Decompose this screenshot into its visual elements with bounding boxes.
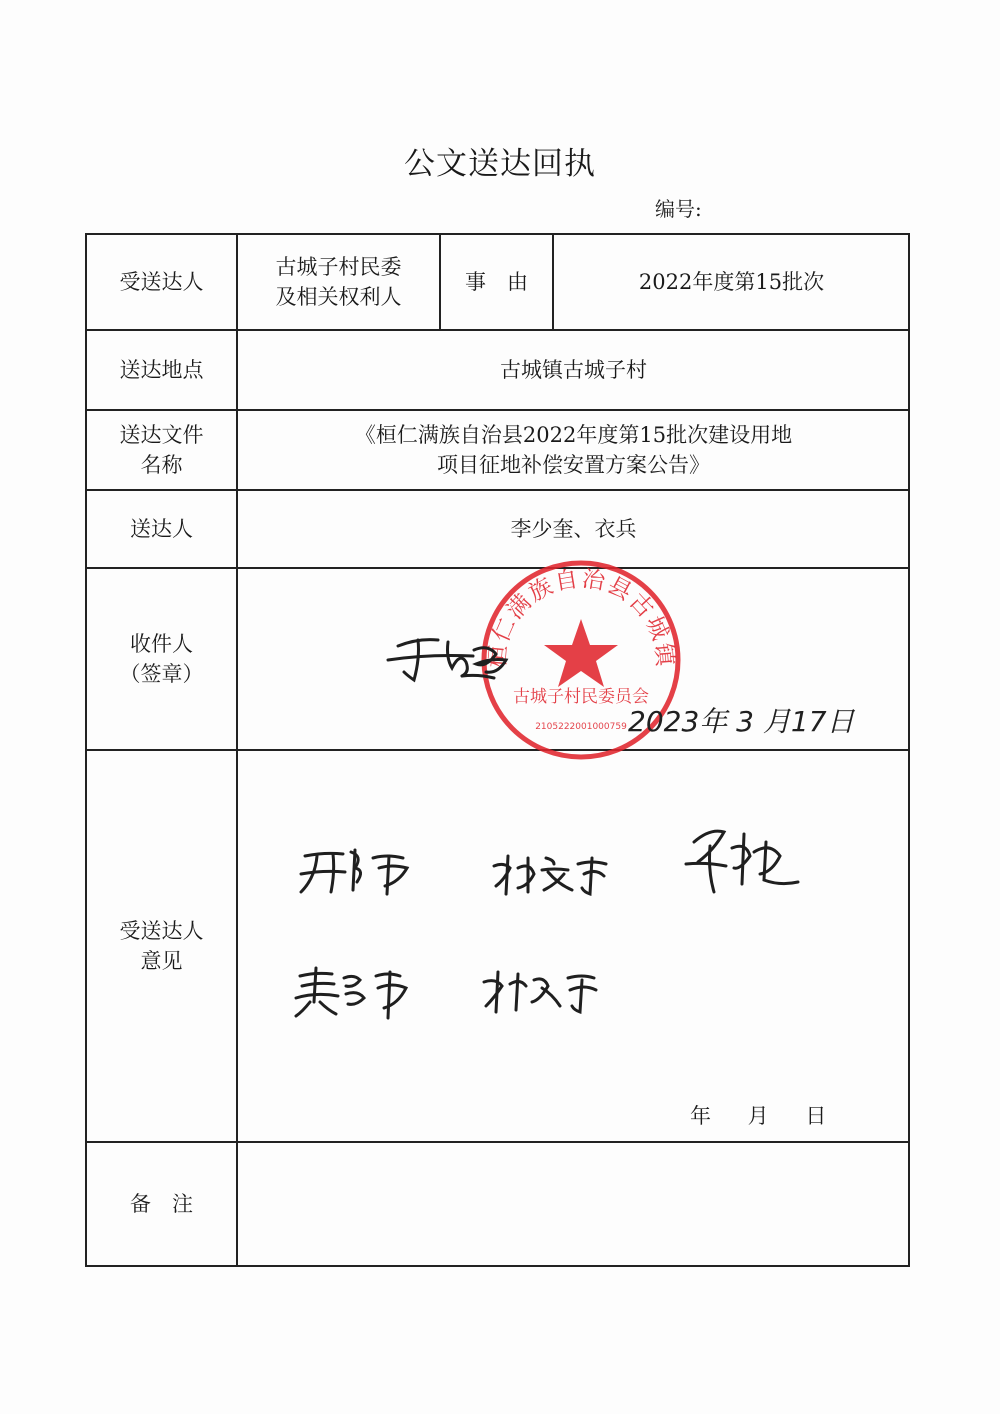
opinion-signature-3 <box>680 822 805 897</box>
document-name-label-line2: 名称 <box>140 453 183 477</box>
opinion-date-blank: 年 月 日 <box>690 1104 827 1128</box>
receiver-label-line2: （签章） <box>119 662 204 686</box>
opinion-signature-4 <box>292 962 417 1022</box>
recipient-value <box>238 235 439 329</box>
location-label: 送达地点 <box>119 358 204 382</box>
document-name-value <box>238 411 909 489</box>
seal-code-text: 2105222001000759 <box>535 722 627 732</box>
opinion-label <box>87 751 236 1141</box>
opinion-signature-1 <box>295 842 415 897</box>
document-title: 公文送达回执 <box>404 146 596 182</box>
receiver-date: 2023年 3 月17日 <box>628 705 855 738</box>
opinion-signature-5 <box>478 966 603 1016</box>
document-name-label <box>87 411 236 489</box>
seal-star-icon <box>544 619 618 687</box>
receiver-label-line1: 收件人 <box>130 632 193 656</box>
receiver-label <box>87 569 236 749</box>
reason-label: 事 由 <box>465 270 528 294</box>
document-name-value-line2: 项目征地补偿安置方案公告》 <box>437 453 710 477</box>
receiver-signature <box>378 628 528 688</box>
opinion-signature-2 <box>488 848 613 898</box>
remarks-value <box>238 1143 909 1265</box>
number-label: 编号: <box>655 197 702 221</box>
deliverer-value: 李少奎、衣兵 <box>510 517 637 541</box>
recipient-value-line2: 及相关权利人 <box>275 285 402 309</box>
document-name-label-line1: 送达文件 <box>119 423 204 447</box>
remarks-label: 备 注 <box>130 1192 193 1216</box>
document-name-value-line1: 《桓仁满族自治县2022年度第15批次建设用地 <box>354 423 793 447</box>
reason-value: 2022年度第15批次 <box>638 270 825 294</box>
opinion-label-line1: 受送达人 <box>119 919 204 943</box>
deliverer-label: 送达人 <box>130 517 193 541</box>
location-value: 古城镇古城子村 <box>500 358 647 382</box>
seal-arc-text: 桓仁满族自治县古城镇 <box>484 565 678 670</box>
recipient-value-line1: 古城子村民委 <box>275 255 402 279</box>
opinion-label-line2: 意见 <box>140 949 183 973</box>
seal-bottom-text: 古城子村民委员会 <box>513 687 649 707</box>
recipient-label: 受送达人 <box>119 270 204 294</box>
